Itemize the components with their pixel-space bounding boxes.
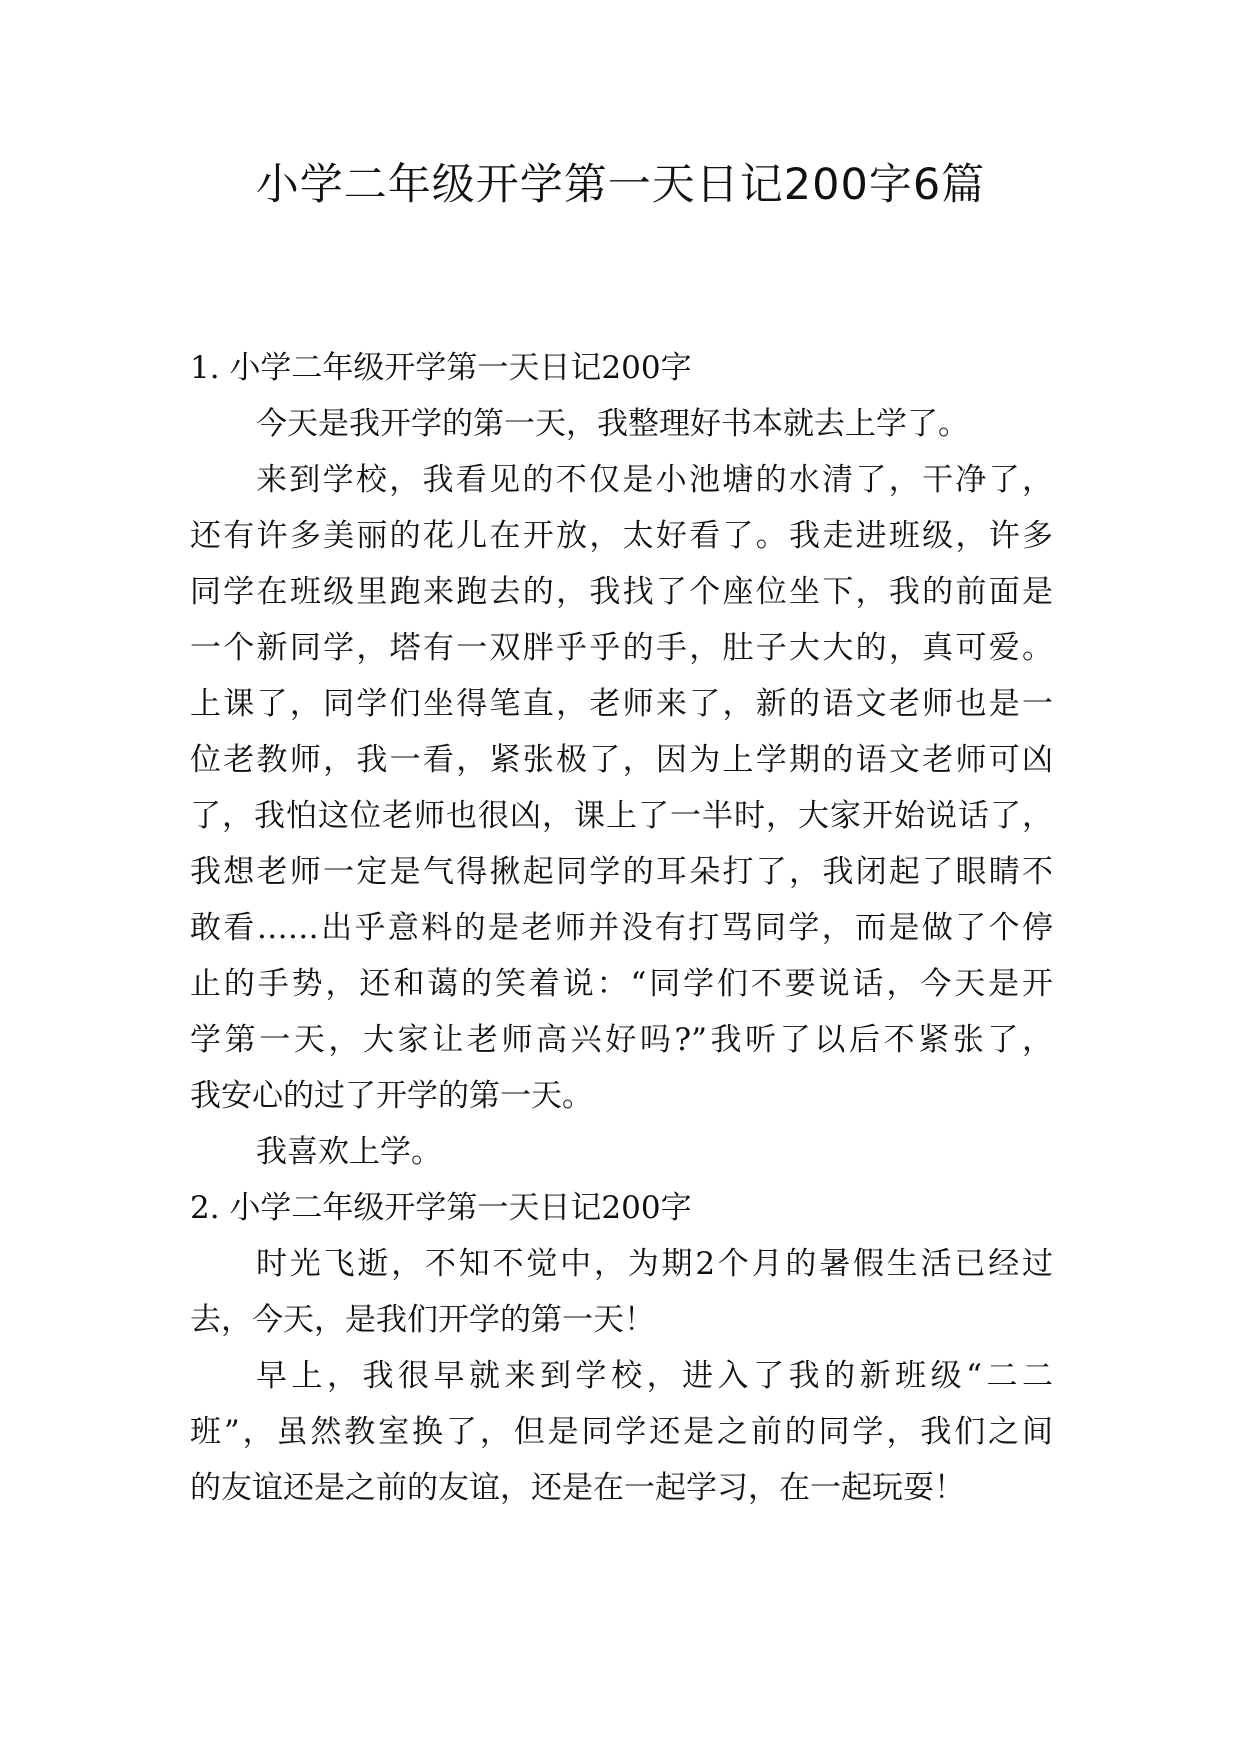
paragraph-line: 了，我怕这位老师也很凶，课上了一半时，大家开始说话了， xyxy=(190,798,1053,834)
paragraph-line: 今天是我开学的第一天，我整理好书本就去上学了。 xyxy=(256,406,969,442)
paragraph-line: 我喜欢上学。 xyxy=(256,1134,442,1170)
section-heading-1: 1. 小学二年级开学第一天日记200字 xyxy=(190,350,692,386)
document-body xyxy=(190,340,1053,1516)
paragraph-line: 我安心的过了开学的第一天。 xyxy=(190,1078,593,1114)
paragraph-line: 班”，虽然教室换了，但是同学还是之前的同学，我们之间 xyxy=(190,1414,1053,1450)
paragraph-line: 我想老师一定是气得揪起同学的耳朵打了，我闭起了眼睛不 xyxy=(190,854,1053,890)
paragraph-line: 同学在班级里跑来跑去的，我找了个座位坐下，我的前面是 xyxy=(190,574,1053,610)
paragraph-line: 位老教师，我一看，紧张极了，因为上学期的语文老师可凶 xyxy=(190,742,1053,778)
paragraph-line: 的友谊还是之前的友谊，还是在一起学习，在一起玩耍！ xyxy=(190,1470,965,1506)
paragraph-line: 早上，我很早就来到学校，进入了我的新班级“二二 xyxy=(256,1358,1053,1394)
paragraph-line: 敢看……出乎意料的是老师并没有打骂同学，而是做了个停 xyxy=(190,910,1053,946)
section-heading-2: 2. 小学二年级开学第一天日记200字 xyxy=(190,1190,692,1226)
paragraph-line: 止的手势，还和蔼的笑着说：“同学们不要说话，今天是开 xyxy=(190,966,1053,1002)
paragraph-line: 时光飞逝，不知不觉中，为期2个月的暑假生活已经过 xyxy=(256,1246,1053,1282)
paragraph-line: 一个新同学，塔有一双胖乎乎的手，肚子大大的，真可爱。 xyxy=(190,630,1053,666)
paragraph-line: 还有许多美丽的花儿在开放，太好看了。我走进班级，许多 xyxy=(190,518,1053,554)
paragraph-line: 上课了，同学们坐得笔直，老师来了，新的语文老师也是一 xyxy=(190,686,1053,722)
document-title: 小学二年级开学第一天日记200字6篇 xyxy=(255,160,986,210)
paragraph-line: 去，今天，是我们开学的第一天！ xyxy=(190,1302,655,1338)
paragraph-line: 来到学校，我看见的不仅是小池塘的水清了，干净了， xyxy=(256,462,1053,498)
paragraph-line: 学第一天，大家让老师高兴好吗?”我听了以后不紧张了， xyxy=(190,1022,1053,1058)
